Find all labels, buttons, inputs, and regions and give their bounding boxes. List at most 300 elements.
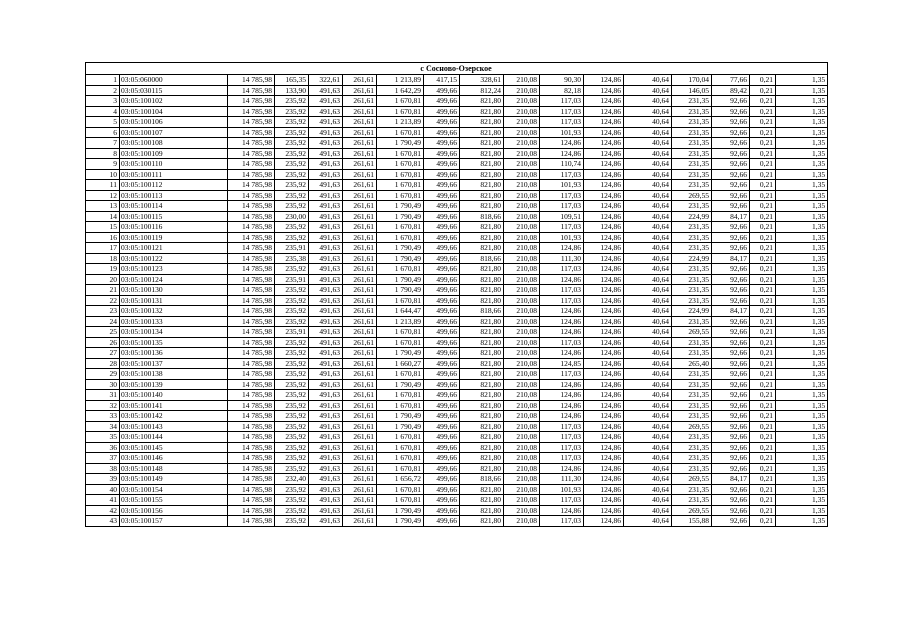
table-cell: 235,91 [275,327,309,338]
table-cell: 491,63 [309,484,343,495]
table-cell: 261,61 [343,453,377,464]
table-cell: 821,80 [460,421,504,432]
table-cell: 499,66 [424,159,460,170]
cadastral-code: 03:05:100141 [120,400,228,411]
table-cell: 499,66 [424,127,460,138]
table-cell: 235,92 [275,358,309,369]
table-cell: 210,08 [504,85,540,96]
table-cell: 92,66 [712,274,750,285]
table-cell: 124,86 [584,190,624,201]
table-cell: 231,35 [672,127,712,138]
table-cell: 231,35 [672,495,712,506]
table-row [86,211,828,222]
table-cell: 124,86 [584,316,624,327]
table-cell: 92,66 [712,348,750,359]
table-cell: 1,35 [776,190,828,201]
table-cell: 0,21 [750,505,776,516]
table-cell: 210,08 [504,127,540,138]
table-cell: 491,63 [309,316,343,327]
table-cell: 14 785,98 [228,232,275,243]
table-cell: 499,66 [424,264,460,275]
table-cell: 92,66 [712,190,750,201]
row-number: 23 [86,306,120,317]
table-row [86,306,828,317]
table-cell: 821,80 [460,148,504,159]
table-cell: 499,66 [424,180,460,191]
table-cell: 261,61 [343,295,377,306]
table-cell: 821,80 [460,117,504,128]
table-cell: 499,66 [424,201,460,212]
table-cell: 0,21 [750,243,776,254]
table-cell: 40,64 [624,411,672,422]
table-cell: 0,21 [750,348,776,359]
table-cell: 235,92 [275,337,309,348]
table-cell: 210,08 [504,337,540,348]
cadastral-code: 03:05:100134 [120,327,228,338]
row-number: 20 [86,274,120,285]
row-number: 11 [86,180,120,191]
table-cell: 224,99 [672,253,712,264]
table-cell: 1,35 [776,337,828,348]
table-cell: 1 790,49 [377,285,424,296]
table-cell: 210,08 [504,295,540,306]
table-row [86,432,828,443]
table-cell: 40,64 [624,295,672,306]
table-cell: 1,35 [776,411,828,422]
table-cell: 124,86 [584,369,624,380]
table-cell: 40,64 [624,148,672,159]
table-cell: 14 785,98 [228,390,275,401]
table-cell: 210,08 [504,106,540,117]
cadastral-code: 03:05:100133 [120,316,228,327]
table-cell: 1 790,49 [377,348,424,359]
table-row [86,138,828,149]
table-row [86,285,828,296]
table-cell: 235,91 [275,274,309,285]
table-cell: 499,66 [424,295,460,306]
table-cell: 124,86 [584,117,624,128]
table-cell: 14 785,98 [228,516,275,527]
table-cell: 117,03 [540,432,584,443]
cadastral-code: 03:05:100144 [120,432,228,443]
table-cell: 210,08 [504,505,540,516]
table-cell: 499,66 [424,316,460,327]
table-cell: 14 785,98 [228,505,275,516]
cadastral-code: 03:05:060000 [120,75,228,86]
table-cell: 0,21 [750,474,776,485]
table-cell: 90,30 [540,75,584,86]
table-cell: 124,86 [584,453,624,464]
table-cell: 1 670,81 [377,442,424,453]
table-cell: 491,63 [309,96,343,107]
table-cell: 117,03 [540,106,584,117]
table-cell: 1,35 [776,432,828,443]
table-cell: 1 670,81 [377,169,424,180]
table-cell: 40,64 [624,379,672,390]
table-row [86,180,828,191]
table-cell: 499,66 [424,243,460,254]
table-cell: 124,86 [584,484,624,495]
table-cell: 491,63 [309,253,343,264]
table-cell: 235,92 [275,411,309,422]
table-cell: 235,92 [275,159,309,170]
cadastral-code: 03:05:100136 [120,348,228,359]
table-cell: 92,66 [712,222,750,233]
row-number: 9 [86,159,120,170]
table-cell: 92,66 [712,316,750,327]
table-cell: 0,21 [750,379,776,390]
table-cell: 14 785,98 [228,253,275,264]
table-cell: 1,35 [776,285,828,296]
table-row [86,411,828,422]
table-cell: 491,63 [309,327,343,338]
row-number: 4 [86,106,120,117]
row-number: 13 [86,201,120,212]
table-cell: 1,35 [776,180,828,191]
row-number: 28 [86,358,120,369]
table-cell: 0,21 [750,442,776,453]
table-row [86,516,828,527]
row-number: 31 [86,390,120,401]
table-cell: 14 785,98 [228,463,275,474]
table-cell: 92,66 [712,379,750,390]
table-cell: 491,63 [309,442,343,453]
table-cell: 499,66 [424,306,460,317]
table-row [86,190,828,201]
table-cell: 491,63 [309,358,343,369]
table-row [86,148,828,159]
table-row [86,474,828,485]
table-cell: 499,66 [424,516,460,527]
table-cell: 117,03 [540,285,584,296]
table-cell: 124,86 [584,96,624,107]
table-cell: 77,66 [712,75,750,86]
row-number: 43 [86,516,120,527]
table-cell: 14 785,98 [228,327,275,338]
table-cell: 210,08 [504,327,540,338]
table-row [86,159,828,170]
table-cell: 210,08 [504,201,540,212]
table-cell: 491,63 [309,390,343,401]
table-cell: 14 785,98 [228,222,275,233]
cadastral-code: 03:05:100132 [120,306,228,317]
table-cell: 499,66 [424,190,460,201]
row-number: 6 [86,127,120,138]
table-cell: 499,66 [424,138,460,149]
table-cell: 124,86 [540,505,584,516]
table-cell: 117,03 [540,337,584,348]
table-cell: 40,64 [624,358,672,369]
table-cell: 235,92 [275,232,309,243]
table-cell: 14 785,98 [228,211,275,222]
table-cell: 235,92 [275,316,309,327]
cadastral-code: 03:05:100140 [120,390,228,401]
table-cell: 124,86 [540,390,584,401]
table-cell: 14 785,98 [228,474,275,485]
table-cell: 40,64 [624,484,672,495]
table-cell: 0,21 [750,127,776,138]
table-cell: 14 785,98 [228,358,275,369]
table-cell: 231,35 [672,96,712,107]
table-cell: 261,61 [343,463,377,474]
table-cell: 210,08 [504,138,540,149]
table-cell: 92,66 [712,432,750,443]
table-cell: 210,08 [504,232,540,243]
table-cell: 1,35 [776,358,828,369]
table-cell: 1,35 [776,222,828,233]
table-cell: 261,61 [343,201,377,212]
table-cell: 1,35 [776,148,828,159]
table-cell: 261,61 [343,379,377,390]
table-cell: 261,61 [343,190,377,201]
table-cell: 124,86 [584,180,624,191]
table-cell: 1,35 [776,463,828,474]
table-row [86,295,828,306]
table-cell: 1,35 [776,453,828,464]
table-cell: 170,04 [672,75,712,86]
table-cell: 210,08 [504,169,540,180]
table-cell: 210,08 [504,484,540,495]
table-cell: 1 670,81 [377,127,424,138]
table-cell: 1 670,81 [377,106,424,117]
table-row [86,453,828,464]
table-cell: 1,35 [776,516,828,527]
table-cell: 269,55 [672,421,712,432]
table-cell: 210,08 [504,411,540,422]
table-title: с Сосново-Озерское [86,63,828,75]
table-cell: 261,61 [343,180,377,191]
table-cell: 261,61 [343,484,377,495]
table-cell: 231,35 [672,411,712,422]
table-cell: 231,35 [672,285,712,296]
table-cell: 235,92 [275,400,309,411]
table-cell: 101,93 [540,484,584,495]
table-cell: 491,63 [309,274,343,285]
table-cell: 124,86 [584,516,624,527]
row-number: 10 [86,169,120,180]
table-cell: 812,24 [460,85,504,96]
table-cell: 1 790,49 [377,243,424,254]
row-number: 34 [86,421,120,432]
row-number: 18 [86,253,120,264]
table-cell: 40,64 [624,306,672,317]
table-cell: 235,92 [275,516,309,527]
table-cell: 261,61 [343,505,377,516]
table-row [86,222,828,233]
table-cell: 1,35 [776,306,828,317]
table-cell: 1 790,49 [377,505,424,516]
table-cell: 40,64 [624,190,672,201]
table-cell: 0,21 [750,337,776,348]
row-number: 8 [86,148,120,159]
table-cell: 40,64 [624,127,672,138]
table-cell: 235,92 [275,369,309,380]
table-cell: 499,66 [424,358,460,369]
table-cell: 821,80 [460,106,504,117]
table-cell: 231,35 [672,138,712,149]
cadastral-code: 03:05:100145 [120,442,228,453]
table-cell: 491,63 [309,516,343,527]
table-cell: 818,66 [460,253,504,264]
table-cell: 92,66 [712,96,750,107]
table-cell: 92,66 [712,516,750,527]
table-cell: 92,66 [712,127,750,138]
table-cell: 124,86 [584,222,624,233]
table-cell: 0,21 [750,85,776,96]
table-cell: 491,63 [309,379,343,390]
table-cell: 0,21 [750,148,776,159]
table-cell: 1 790,49 [377,274,424,285]
table-cell: 231,35 [672,379,712,390]
table-cell: 261,61 [343,253,377,264]
table-cell: 1,35 [776,390,828,401]
table-cell: 1,35 [776,253,828,264]
table-cell: 210,08 [504,253,540,264]
cadastral-code: 03:05:100112 [120,180,228,191]
table-cell: 821,80 [460,138,504,149]
table-cell: 499,66 [424,348,460,359]
table-cell: 124,86 [540,348,584,359]
table-cell: 117,03 [540,222,584,233]
table-row [86,337,828,348]
table-cell: 499,66 [424,484,460,495]
table-cell: 821,80 [460,358,504,369]
table-cell: 124,86 [584,495,624,506]
row-number: 7 [86,138,120,149]
table-cell: 40,64 [624,106,672,117]
table-row [86,232,828,243]
table-cell: 821,80 [460,96,504,107]
table-cell: 235,92 [275,432,309,443]
table-cell: 84,17 [712,306,750,317]
table-cell: 0,21 [750,495,776,506]
table-cell: 491,63 [309,201,343,212]
table-cell: 1,35 [776,348,828,359]
table-cell: 124,86 [584,411,624,422]
table-cell: 92,66 [712,411,750,422]
table-cell: 269,55 [672,505,712,516]
table-cell: 124,86 [540,463,584,474]
table-cell: 231,35 [672,169,712,180]
table-cell: 261,61 [343,117,377,128]
table-cell: 210,08 [504,148,540,159]
table-cell: 1 213,89 [377,316,424,327]
table-cell: 40,64 [624,348,672,359]
table-cell: 210,08 [504,222,540,233]
table-cell: 14 785,98 [228,138,275,149]
table-cell: 818,66 [460,306,504,317]
table-cell: 40,64 [624,159,672,170]
table-cell: 210,08 [504,243,540,254]
table-cell: 0,21 [750,358,776,369]
table-cell: 1,35 [776,138,828,149]
table-cell: 84,17 [712,253,750,264]
table-cell: 821,80 [460,463,504,474]
table-cell: 491,63 [309,138,343,149]
row-number: 5 [86,117,120,128]
table-cell: 92,66 [712,169,750,180]
table-cell: 491,63 [309,306,343,317]
table-cell: 231,35 [672,274,712,285]
table-cell: 1,35 [776,85,828,96]
table-cell: 0,21 [750,327,776,338]
cadastral-code: 03:05:100143 [120,421,228,432]
table-cell: 821,80 [460,295,504,306]
table-cell: 499,66 [424,432,460,443]
table-cell: 261,61 [343,411,377,422]
table-cell: 210,08 [504,159,540,170]
table-cell: 1,35 [776,159,828,170]
table-cell: 92,66 [712,442,750,453]
table-row [86,484,828,495]
table-cell: 261,61 [343,274,377,285]
table-cell: 124,86 [540,411,584,422]
table-row [86,96,828,107]
cadastral-code: 03:05:100149 [120,474,228,485]
table-cell: 499,66 [424,211,460,222]
row-number: 33 [86,411,120,422]
row-number: 32 [86,400,120,411]
table-cell: 491,63 [309,169,343,180]
table-cell: 124,86 [584,211,624,222]
table-cell: 133,90 [275,85,309,96]
row-number: 26 [86,337,120,348]
table-cell: 40,64 [624,369,672,380]
table-cell: 92,66 [712,463,750,474]
table-cell: 0,21 [750,421,776,432]
table-cell: 40,64 [624,96,672,107]
table-cell: 14 785,98 [228,75,275,86]
table-cell: 821,80 [460,201,504,212]
table-cell: 235,92 [275,421,309,432]
table-cell: 491,63 [309,432,343,443]
table-cell: 124,86 [584,148,624,159]
table-cell: 235,92 [275,390,309,401]
table-cell: 124,86 [584,400,624,411]
table-cell: 821,80 [460,495,504,506]
table-row [86,421,828,432]
table-cell: 499,66 [424,285,460,296]
table-cell: 92,66 [712,484,750,495]
table-cell: 265,40 [672,358,712,369]
table-cell: 124,86 [584,232,624,243]
table-cell: 1 660,27 [377,358,424,369]
table-cell: 1 656,72 [377,474,424,485]
table-cell: 1 670,81 [377,96,424,107]
table-cell: 235,92 [275,117,309,128]
row-number: 41 [86,495,120,506]
table-row [86,379,828,390]
table-cell: 231,35 [672,432,712,443]
table-cell: 210,08 [504,432,540,443]
table-cell: 14 785,98 [228,432,275,443]
table-cell: 146,05 [672,85,712,96]
table-cell: 231,35 [672,484,712,495]
table-cell: 491,63 [309,337,343,348]
table-row [86,390,828,401]
table-cell: 1 670,81 [377,369,424,380]
table-cell: 124,86 [584,474,624,485]
table-cell: 1 670,81 [377,453,424,464]
table-cell: 235,92 [275,453,309,464]
table-cell: 92,66 [712,201,750,212]
table-row [86,348,828,359]
table-cell: 821,80 [460,442,504,453]
table-cell: 224,99 [672,306,712,317]
table-cell: 0,21 [750,411,776,422]
cadastral-code: 03:05:100123 [120,264,228,275]
table-cell: 14 785,98 [228,85,275,96]
